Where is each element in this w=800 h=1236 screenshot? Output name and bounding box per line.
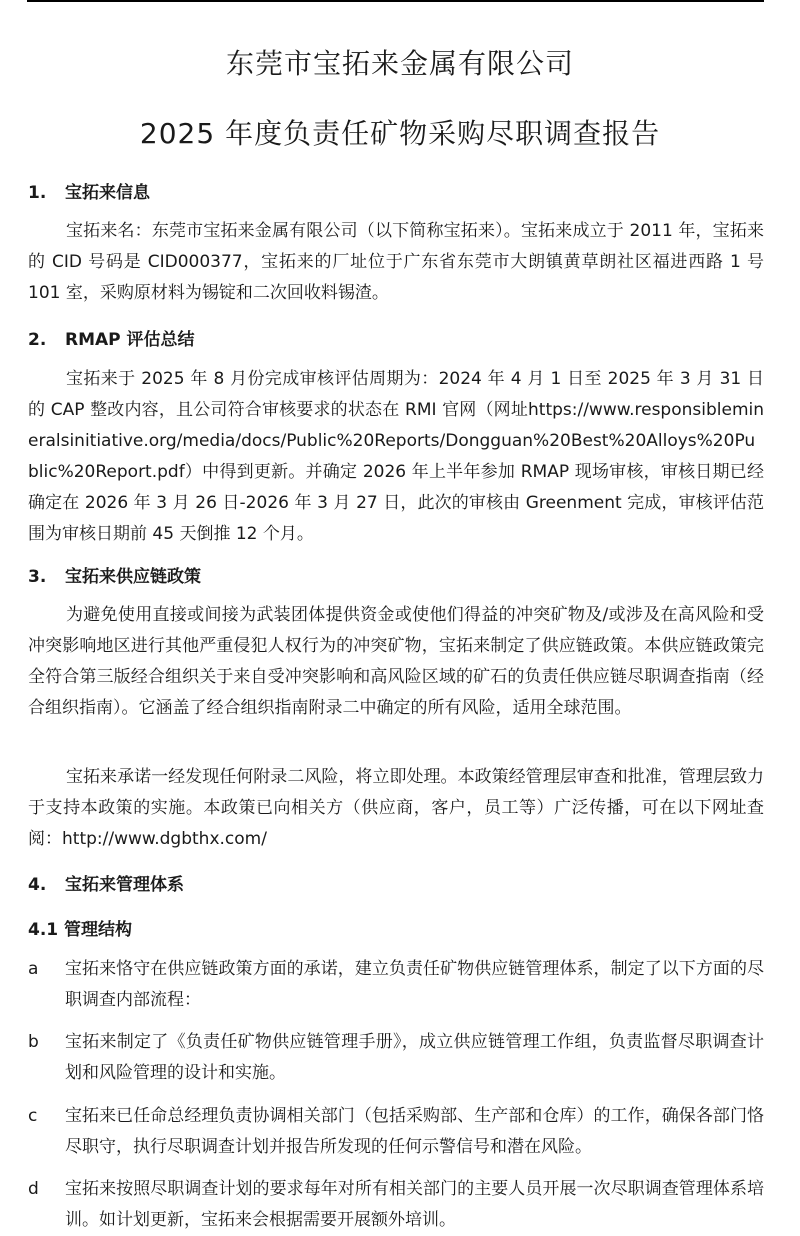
section-2-paragraph	[28, 364, 764, 550]
subsection-4-1-heading: 4.1 管理结构	[28, 920, 133, 940]
section-number: 2.	[28, 330, 47, 350]
list-item-text: 宝拓来已任命总经理负责协调相关部门（包括采购部、生产部和仓库）的工作，确保各部门恪尽职守，执行尽职调查计划并报告所发现的任何示警信号和潜在风险。	[65, 1106, 764, 1157]
section-3-heading	[28, 562, 201, 587]
section-2-heading	[28, 325, 195, 350]
section-title: 宝拓来管理体系	[65, 875, 184, 895]
section-3-paragraph-2: 宝拓来承诺一经发现任何附录二风险，将立即处理。本政策经管理层审查和批准，管理层致力于支持本政策的实施。本政策已向相关方（供应商，客户，员工等）广泛传播，可在以下网址查阅：http://www.dgbthx.com/	[28, 767, 764, 849]
company-title: 东莞市宝拓来金属有限公司	[225, 47, 574, 80]
report-title: 2025 年度负责任矿物采购尽职调查报告	[139, 117, 661, 150]
list-item	[28, 1101, 764, 1163]
list-item-letter: d	[28, 1179, 39, 1199]
section-2-text-a: 宝拓来于 2025 年 8 月份完成审核评估周期为：2024 年 4 月 1 日至 2025 年 3 月 31 日的 CAP 整改内容，且公司符合审核要求的状态在 RMI 官网（网址	[28, 369, 764, 420]
rmi-report-link[interactable]: https://www.responsiblemineralsinitiative.org/media/docs/Public%20Reports/Dongguan%20Best%20Alloys%20Public%20Report.pdf	[28, 400, 764, 482]
section-number: 4.	[28, 875, 47, 895]
section-title: 宝拓来供应链政策	[65, 567, 201, 587]
list-item	[28, 954, 764, 1016]
list-item-letter: b	[28, 1032, 39, 1052]
section-title: RMAP 评估总结	[65, 330, 195, 350]
section-3-paragraph-1: 为避免使用直接或间接为武装团体提供资金或使他们得益的冲突矿物及/或涉及在高风险和受冲突影响地区进行其他严重侵犯人权行为的冲突矿物，宝拓来制定了供应链政策。本供应链政策完全符合第三版经合组织关于来自受冲突影响和高风险区域的矿石的负责任供应链尽职调查指南（经合组织指南）。它涵盖了经合组织指南附录二中确定的所有风险，适用全球范围。	[28, 605, 764, 718]
section-2-text-b: ）中得到更新。并确定 2026 年上半年参加 RMAP 现场审核，审核日期已经确定在 2026 年 3 月 26 日-2026 年 3 月 27 日，此次的审核由 Greenment 完成，审核评估范围为审核日期前 45 天倒推 12 个月。	[28, 462, 764, 544]
list-item	[28, 1027, 764, 1089]
list-item-letter: c	[28, 1106, 38, 1126]
section-number: 3.	[28, 567, 47, 587]
section-4-heading	[28, 870, 184, 895]
list-item	[28, 1174, 764, 1236]
list-item-text: 宝拓来制定了《负责任矿物供应链管理手册》，成立供应链管理工作组，负责监督尽职调查计划和风险管理的设计和实施。	[65, 1032, 764, 1083]
list-item-letter: a	[28, 959, 39, 979]
section-1-paragraph: 宝拓来名：东莞市宝拓来金属有限公司（以下简称宝拓来）。宝拓来成立于 2011 年，宝拓来的 CID 号码是 CID000377，宝拓来的厂址位于广东省东莞市大朗镇黄草朗社区福进西路 1 号 101 室，采购原材料为锡锭和二次回收料锡渣。	[28, 221, 764, 303]
list-item-text: 宝拓来按照尽职调查计划的要求每年对所有相关部门的主要人员开展一次尽职调查管理体系培训。如计划更新，宝拓来会根据需要开展额外培训。	[65, 1179, 764, 1230]
section-1-heading	[28, 178, 150, 203]
top-rule	[27, 0, 764, 2]
section-number: 1.	[28, 183, 47, 203]
list-item-text: 宝拓来恪守在供应链政策方面的承诺，建立负责任矿物供应链管理体系，制定了以下方面的尽职调查内部流程：	[65, 959, 764, 1010]
section-title: 宝拓来信息	[65, 183, 150, 203]
